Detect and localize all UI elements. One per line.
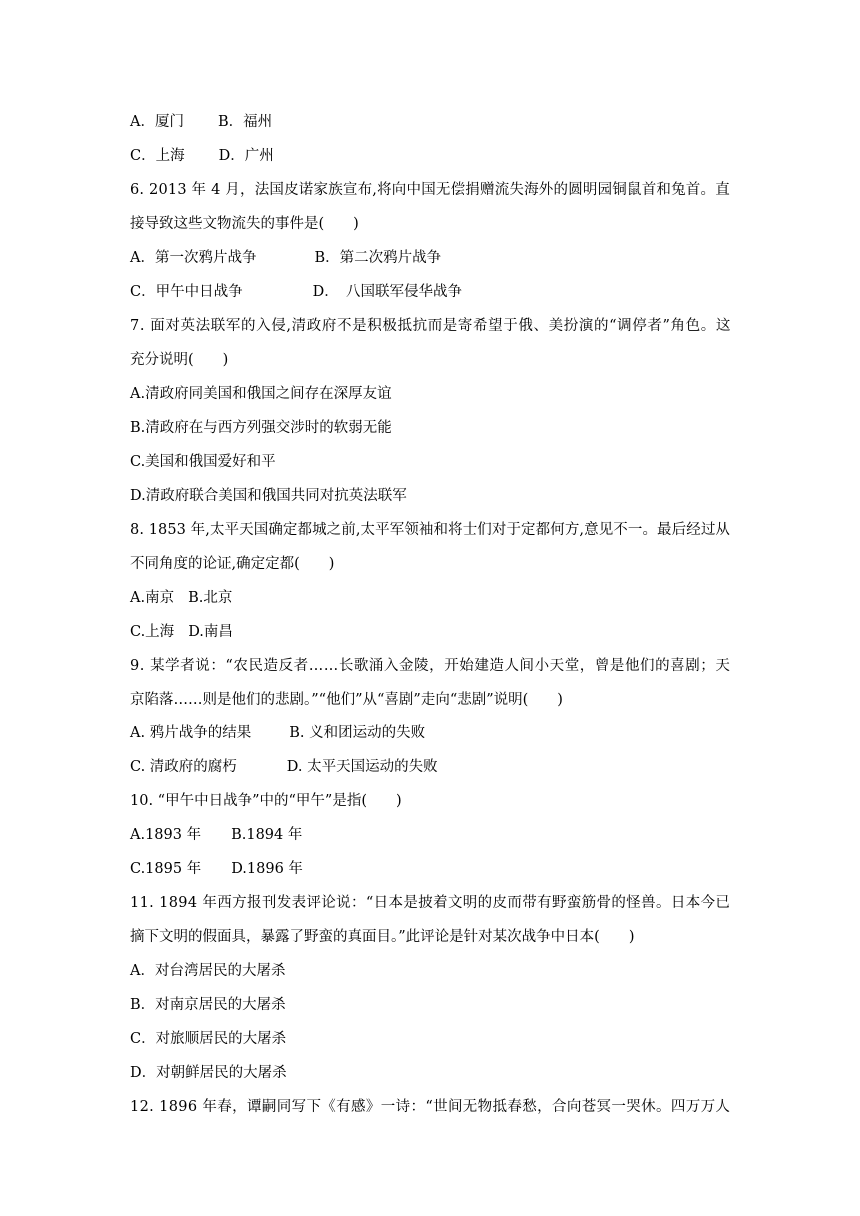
q6-options-row-1 bbox=[130, 249, 441, 267]
q9-option-a: A. 鸦片战争的结果 bbox=[130, 725, 252, 741]
q8-option-a: A.南京 bbox=[130, 590, 175, 606]
q7-stem-line-2: 充分说明( ) bbox=[130, 352, 229, 368]
q11-option-d: D．对朝鲜居民的大屠杀 bbox=[130, 1065, 287, 1081]
q9-option-c: C. 清政府的腐朽 bbox=[130, 759, 237, 775]
q7-stem-line-1: 7. 面对英法联军的入侵,清政府不是积极抵抗而是寄希望于俄、美扮演的“调停者”角色。这 bbox=[130, 318, 732, 334]
q11-stem-line-1: 11. 1894 年西方报刊发表评论说：“日本是披着文明的皮而带有野蛮筋骨的怪兽。日本今已 bbox=[130, 895, 731, 911]
q11-option-c: C．对旅顺居民的大屠杀 bbox=[130, 1031, 287, 1047]
q10-options-row-1 bbox=[130, 826, 302, 844]
q5-option-d: D．广州 bbox=[218, 148, 274, 164]
q6-stem-line-1: 6. 2013 年 4 月，法国皮诺家族宣布,将向中国无偿捐赠流失海外的圆明园铜鼠首和兔首。直 bbox=[130, 182, 730, 198]
q7-option-b: B.清政府在与西方列强交涉时的软弱无能 bbox=[130, 420, 392, 436]
q5-option-a: A．厦门 bbox=[130, 114, 184, 130]
q5-options-row-1 bbox=[130, 113, 272, 131]
q9-option-b: B. 义和团运动的失败 bbox=[289, 725, 426, 741]
q8-stem-line-2: 不同角度的论证,确定定都( ) bbox=[130, 556, 335, 572]
q9-options-row-2 bbox=[130, 758, 438, 776]
q7-option-d: D.清政府联合美国和俄国共同对抗英法联军 bbox=[130, 488, 407, 504]
q7-option-c: C.美国和俄国爱好和平 bbox=[130, 454, 276, 470]
q6-options-row-2 bbox=[130, 283, 462, 301]
q10-option-d: D.1896 年 bbox=[231, 861, 303, 877]
q8-options-row-1 bbox=[130, 589, 232, 607]
q10-option-a: A.1893 年 bbox=[130, 827, 202, 843]
q11-option-b: B．对南京居民的大屠杀 bbox=[130, 997, 286, 1013]
q8-option-c: C.上海 bbox=[130, 624, 175, 640]
q11-stem-line-2: 摘下文明的假面具，暴露了野蛮的真面目。”此评论是针对某次战争中日本( ) bbox=[130, 929, 635, 945]
q9-stem-line-1: 9. 某学者说：“农民造反者……长歌涌入金陵，开始建造人间小天堂，曾是他们的喜剧；天 bbox=[130, 658, 731, 674]
q10-stem-line-1: 10. “甲午中日战争”中的“甲午”是指( ) bbox=[130, 793, 402, 809]
q9-options-row-1 bbox=[130, 724, 425, 742]
q12-stem-line-1: 12. 1896 年春，谭嗣同写下《有感》一诗：“世间无物抵春愁，合向苍冥一哭休。四万万人 bbox=[130, 1099, 731, 1115]
q8-options-row-2 bbox=[130, 623, 233, 641]
q6-option-a: A．第一次鸦片战争 bbox=[130, 250, 257, 266]
q10-option-b: B.1894 年 bbox=[231, 827, 303, 843]
q11-option-a: A．对台湾居民的大屠杀 bbox=[130, 963, 286, 979]
q6-option-b: B．第二次鸦片战争 bbox=[314, 250, 442, 266]
q5-option-b: B．福州 bbox=[217, 114, 273, 130]
q9-option-d: D. 太平天国运动的失败 bbox=[286, 759, 438, 775]
q10-options-row-2 bbox=[130, 860, 303, 878]
q5-options-row-2 bbox=[130, 147, 274, 165]
q5-option-c: C．上海 bbox=[130, 148, 185, 164]
q8-option-b: B.北京 bbox=[188, 590, 233, 606]
q6-option-c: C．甲午中日战争 bbox=[130, 284, 243, 300]
q6-option-d: D． 八国联军侵华战争 bbox=[312, 284, 462, 300]
q7-option-a: A.清政府同美国和俄国之间存在深厚友谊 bbox=[130, 386, 392, 402]
q10-option-c: C.1895 年 bbox=[130, 861, 202, 877]
q6-stem-line-2: 接导致这些文物流失的事件是( ) bbox=[130, 216, 359, 232]
q9-stem-line-2: 京陷落……则是他们的悲剧。”“他们”从“喜剧”走向“悲剧”说明( ) bbox=[130, 692, 563, 708]
q8-option-d: D.南昌 bbox=[188, 624, 233, 640]
q8-stem-line-1: 8. 1853 年,太平天国确定都城之前,太平军领袖和将士们对于定都何方,意见不一。最后经过从 bbox=[130, 522, 731, 538]
